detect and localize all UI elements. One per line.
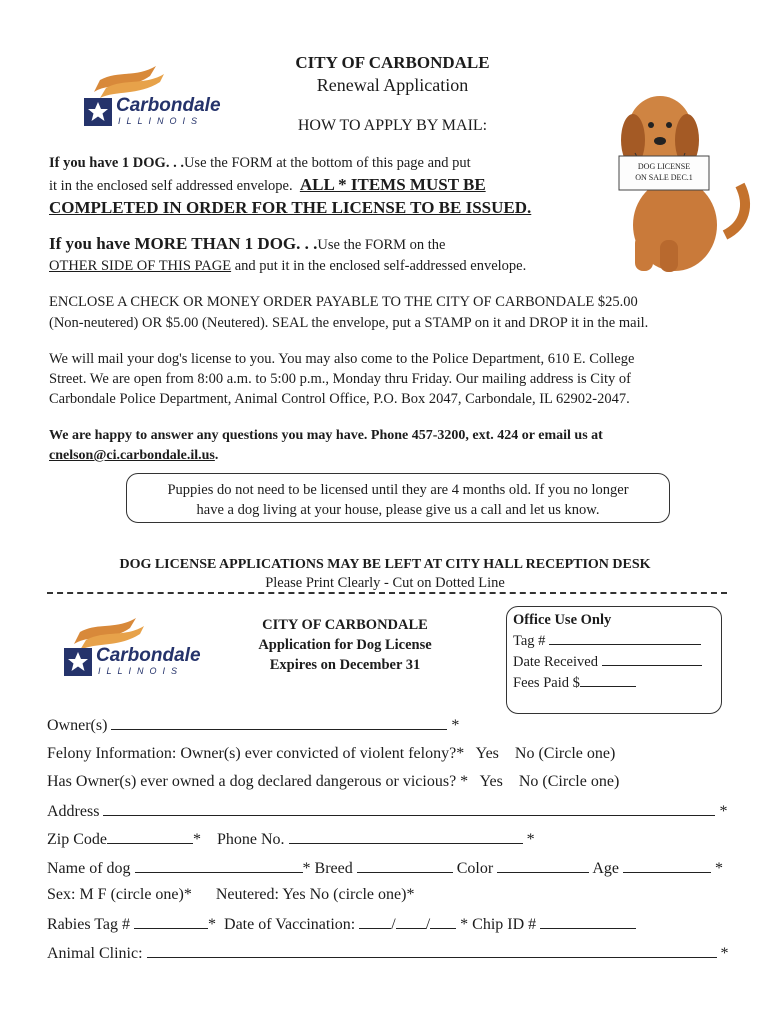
email-suffix: . [214, 448, 219, 463]
dog-name-label: Name of dog [47, 860, 131, 877]
chip-input[interactable] [540, 914, 636, 929]
dog-sign [619, 161, 709, 183]
enclose-line2: (Non-neutered) OR $5.00 (Neutered). SEAL the envelope, put a STAMP on it and DROP it in the mail. [49, 315, 649, 331]
other-side-link: OTHER SIDE OF THIS PAGE [49, 258, 232, 274]
cut-line-label: Please Print Clearly - Cut on Dotted Line [265, 575, 505, 591]
owners-row [47, 715, 737, 735]
cut-dashed-line [47, 592, 727, 594]
office-date-field[interactable] [602, 651, 702, 666]
one-dog-text1: Use the FORM at the bottom of this page and put [183, 155, 471, 171]
one-dog-emph1: ALL * ITEMS MUST BE [299, 175, 486, 194]
owners-label: Owner(s) [47, 717, 108, 734]
puppies-line1: Puppies do not need to be licensed until they are 4 months old. If you no longer [167, 482, 629, 498]
puppies-note [126, 473, 670, 523]
neutered-field[interactable]: Neutered: Yes No (circle one)* [215, 886, 415, 903]
chip-label: Chip ID # [472, 916, 537, 933]
dangerous-row [47, 773, 619, 791]
dog-name-required-star: * [302, 860, 311, 877]
office-tag-label: Tag # [513, 633, 546, 649]
vaccination-label: Date of Vaccination: [224, 916, 356, 933]
zip-label: Zip Code [47, 831, 107, 848]
more-dogs-lead1: If you have [49, 234, 135, 253]
more-dogs-text2: and put it in the enclosed self-addressed envelope. [231, 258, 527, 274]
puppies-line2: have a dog living at your house, please give us a call and let us know. [196, 502, 600, 518]
mail-info-line1: We will mail your dog's license to you. You may also come to the Police Department, 610 E. College [49, 351, 635, 367]
felony-no-option[interactable]: No (Circle one) [514, 745, 616, 762]
felony-row [47, 745, 615, 763]
phone-required-star: * [526, 831, 535, 848]
owners-input[interactable] [111, 715, 447, 730]
address-input[interactable] [103, 801, 715, 816]
dangerous-question: Has Owner(s) ever owned a dog declared dangerous or vicious? * [47, 773, 469, 790]
vaccination-year-input[interactable] [430, 914, 456, 929]
questions-line1: We are happy to answer any questions you may have. Phone 457-3200, ext. 424 or email us at [49, 428, 603, 443]
breed-label: Breed [314, 860, 353, 877]
vaccination-required-star: * [460, 916, 469, 933]
dangerous-yes-option[interactable]: Yes [479, 773, 503, 790]
rabies-input[interactable] [134, 914, 208, 929]
office-use-title: Office Use Only [513, 612, 612, 628]
breed-input[interactable] [357, 858, 453, 873]
star-icon [84, 98, 112, 126]
form-header-title: Application for Dog License [258, 637, 432, 653]
city-logo [84, 62, 224, 132]
more-dogs-paragraph [49, 233, 526, 277]
dangerous-no-option[interactable]: No (Circle one) [518, 773, 620, 790]
mail-info-paragraph [49, 349, 634, 409]
color-input[interactable] [497, 858, 589, 873]
one-dog-emph2: COMPLETED IN ORDER FOR THE LICENSE TO BE ISSUED. [49, 198, 532, 217]
enclose-paragraph [49, 292, 648, 334]
clinic-required-star: * [720, 945, 729, 962]
dog-sign-line1: DOG LICENSE [637, 162, 691, 171]
form-city-logo [64, 614, 204, 684]
zip-required-star: * [193, 831, 201, 848]
felony-question: Felony Information: Owner(s) ever convicted of violent felony?* [47, 745, 465, 762]
clinic-label: Animal Clinic: [47, 945, 143, 962]
form-logo-state: ILLINOIS [98, 666, 184, 676]
logo-state: ILLINOIS [118, 116, 204, 126]
logo-name: Carbondale [116, 95, 221, 116]
dog-illustration [605, 85, 755, 275]
felony-yes-option[interactable]: Yes [475, 745, 499, 762]
mail-info-line3: Carbondale Police Department, Animal Control Office, P.O. Box 2047, Carbondale, IL 62902-2047. [49, 391, 630, 407]
one-dog-text2: it in the enclosed self addressed envelope. [49, 178, 293, 194]
age-required-star: * [714, 860, 723, 877]
form-logo-name: Carbondale [96, 645, 201, 666]
sex-field[interactable]: Sex: M F (circle one)* [47, 886, 192, 903]
questions-paragraph [49, 426, 603, 466]
form-header-city: CITY OF CARBONDALE [262, 617, 428, 633]
office-fees-label: Fees Paid $ [513, 675, 580, 691]
phone-label: Phone No. [217, 831, 285, 848]
dog-details-row [47, 858, 737, 878]
color-label: Color [456, 860, 494, 877]
phone-input[interactable] [289, 829, 523, 844]
page-title: CITY OF CARBONDALE [295, 53, 490, 72]
dog-name-input[interactable] [135, 858, 303, 873]
address-required-star: * [719, 803, 728, 820]
office-date-label: Date Received [513, 654, 598, 670]
zip-phone-row [47, 829, 535, 849]
office-use-box [506, 606, 722, 714]
more-dogs-text1: Use the FORM on the [317, 237, 446, 253]
one-dog-paragraph [49, 153, 531, 218]
rabies-required-star: * [208, 916, 217, 933]
one-dog-lead: If you have 1 DOG. . . [49, 155, 184, 171]
city-hall-notice: DOG LICENSE APPLICATIONS MAY BE LEFT AT CITY HALL RECEPTION DESK [119, 557, 651, 572]
how-to-heading: HOW TO APPLY BY MAIL: [297, 117, 488, 134]
address-label: Address [47, 803, 100, 820]
vaccination-day-input[interactable] [396, 914, 426, 929]
email-link[interactable]: cnelson@ci.carbondale.il.us [49, 448, 215, 463]
age-input[interactable] [623, 858, 711, 873]
form-header [240, 615, 450, 675]
enclose-line1: ENCLOSE A CHECK OR MONEY ORDER PAYABLE TO THE CITY OF CARBONDALE $25.00 [49, 294, 638, 310]
mail-info-line2: Street. We are open from 8:00 a.m. to 5:00 p.m., Monday thru Friday. Our mailing address is City of [49, 371, 631, 387]
page-subtitle: Renewal Application [316, 75, 469, 95]
clinic-input[interactable] [147, 943, 717, 958]
owners-required-star: * [451, 717, 460, 734]
sex-neutered-row [47, 886, 414, 904]
rabies-row: Rabies Tag # * Date of Vaccination: / / * Chip ID # [47, 914, 636, 934]
more-dogs-lead2: MORE THAN 1 DOG. . . [134, 234, 318, 253]
zip-input[interactable] [107, 829, 193, 844]
vaccination-month-input[interactable] [359, 914, 391, 929]
age-label: Age [592, 860, 619, 877]
office-fees-field[interactable] [580, 672, 636, 687]
form-star-icon [64, 648, 92, 676]
rabies-label: Rabies Tag # [47, 916, 131, 933]
clinic-row [47, 943, 737, 963]
office-tag-field[interactable] [549, 630, 701, 645]
dog-sign-line2: ON SALE DEC.1 [635, 173, 693, 182]
address-row [47, 801, 737, 821]
form-header-expires: Expires on December 31 [269, 657, 421, 673]
